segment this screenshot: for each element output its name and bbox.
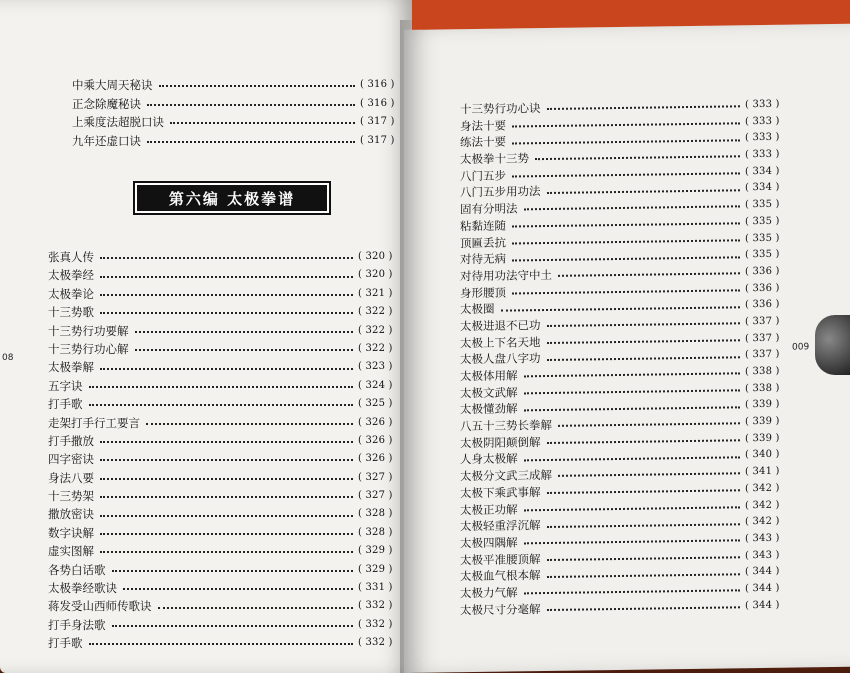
toc-leader-dots xyxy=(547,556,740,561)
toc-leader-dots xyxy=(524,389,740,394)
toc-leader-dots xyxy=(547,489,740,494)
toc-entry-page: ( 328 ) xyxy=(358,505,393,523)
toc-entry-page: ( 339 ) xyxy=(745,431,780,448)
toc-leader-dots xyxy=(524,590,740,595)
toc-leader-dots xyxy=(512,172,740,177)
toc-leader-dots xyxy=(100,294,353,296)
toc-leader-dots xyxy=(547,439,740,444)
toc-entry-title: 打手身法歌 xyxy=(48,617,106,632)
toc-entry-page: ( 337 ) xyxy=(745,330,780,347)
toc-entry-title: 人身太极解 xyxy=(460,451,518,467)
toc-leader-dots xyxy=(100,276,353,278)
toc-entry-title: 八五十三势长拳解 xyxy=(460,417,552,434)
toc-entry-page: ( 343 ) xyxy=(745,531,780,548)
toc-entry-title: 太极四隅解 xyxy=(460,535,518,551)
toc-entry-page: ( 335 ) xyxy=(745,197,780,214)
toc-entry-title: 四字密诀 xyxy=(48,452,94,467)
toc-entry-page: ( 326 ) xyxy=(358,432,393,450)
toc-entry-page: ( 341 ) xyxy=(745,464,780,481)
toc-entry-title: 太极平准腰顶解 xyxy=(460,551,541,567)
toc-entry-page: ( 331 ) xyxy=(358,579,393,597)
toc-entry-page: ( 332 ) xyxy=(358,597,393,615)
toc-entry-title: 太极阴阳颠倒解 xyxy=(460,434,541,450)
toc-entry-page: ( 322 ) xyxy=(358,340,393,358)
toc-leader-dots xyxy=(135,349,353,351)
toc-entry-title: 走架打手行工要言 xyxy=(48,415,140,430)
toc-leader-dots xyxy=(512,122,740,127)
toc-entry-page: ( 316 ) xyxy=(360,76,395,95)
toc-entry-title: 太极体用解 xyxy=(460,368,518,384)
page-edge-tab xyxy=(815,315,850,375)
toc-entry-page: ( 343 ) xyxy=(745,547,780,564)
toc-leader-dots xyxy=(135,331,353,333)
toc-entry-page: ( 327 ) xyxy=(358,469,393,487)
toc-leader-dots xyxy=(558,423,740,428)
toc-entry-page: ( 334 ) xyxy=(745,180,780,197)
toc-entry-page: ( 344 ) xyxy=(745,597,780,614)
toc-entry-title: 打手歌 xyxy=(48,636,83,651)
toc-entry-title: 太极拳经 xyxy=(48,268,94,283)
toc-entry-title: 打手撒放 xyxy=(48,433,94,448)
toc-entry-title: 各势白话歌 xyxy=(48,562,106,577)
toc-entry-title: 数字诀解 xyxy=(48,525,94,540)
toc-leader-dots xyxy=(547,356,740,361)
toc-entry-title: 太极进退不已功 xyxy=(460,318,541,334)
toc-entry-page: ( 337 ) xyxy=(745,347,780,364)
toc-leader-dots xyxy=(512,222,740,227)
toc-leader-dots xyxy=(100,441,353,443)
toc-entry-page: ( 333 ) xyxy=(745,113,780,130)
toc-entry-page: ( 320 ) xyxy=(358,266,393,284)
toc-leader-dots xyxy=(524,456,740,461)
toc-entry-page: ( 336 ) xyxy=(745,297,780,314)
toc-entry-title: 太极力气解 xyxy=(460,585,518,601)
toc-leader-dots xyxy=(524,540,740,545)
left-page xyxy=(0,0,412,673)
toc-leader-dots xyxy=(512,289,740,294)
toc-entry-page: ( 316 ) xyxy=(360,95,395,114)
toc-entry-page: ( 335 ) xyxy=(745,247,780,264)
toc-leader-dots xyxy=(89,643,353,645)
section-heading xyxy=(135,183,329,213)
toc-leader-dots xyxy=(147,141,355,143)
toc-leader-dots xyxy=(558,273,740,278)
toc-entry-title: 太极上下名天地 xyxy=(460,334,541,350)
toc-leader-dots xyxy=(158,607,353,609)
toc-leader-dots xyxy=(547,106,740,111)
toc-entry-page: ( 338 ) xyxy=(745,364,780,381)
toc-leader-dots xyxy=(100,478,353,480)
toc-entry-page: ( 328 ) xyxy=(358,524,393,542)
toc-leader-dots xyxy=(159,85,355,87)
toc-entry-title: 十三势行功要解 xyxy=(48,323,129,338)
toc-entry-page: ( 329 ) xyxy=(358,561,393,579)
toc-entry-title: 太极轻重浮沉解 xyxy=(460,518,541,534)
toc-leader-dots xyxy=(524,406,740,411)
toc-entry-title: 五字诀 xyxy=(48,378,83,393)
toc-entry-title: 太极正功解 xyxy=(460,501,518,517)
toc-leader-dots xyxy=(512,256,740,261)
toc-leader-dots xyxy=(547,606,740,611)
toc-entry-title: 太极血气根本解 xyxy=(460,568,541,584)
toc-leader-dots xyxy=(100,551,353,553)
toc-leader-dots xyxy=(524,506,740,511)
toc-leader-dots xyxy=(535,156,740,161)
toc-leader-dots xyxy=(123,588,353,590)
toc-entry-page: ( 344 ) xyxy=(745,581,780,598)
toc-entry-page: ( 336 ) xyxy=(745,264,780,281)
toc-leader-dots xyxy=(89,386,353,388)
toc-leader-dots xyxy=(524,206,740,211)
toc-entry-page: ( 342 ) xyxy=(745,481,780,498)
toc-entry-page: ( 326 ) xyxy=(358,414,393,432)
toc-entry-title: 太极圈 xyxy=(460,301,495,317)
toc-entry-page: ( 324 ) xyxy=(358,377,393,395)
toc-leader-dots xyxy=(547,323,740,328)
toc-entry-title: 身法八要 xyxy=(48,470,94,485)
toc-entry-page: ( 344 ) xyxy=(745,564,780,581)
toc-entry-title: 太极下乘武事解 xyxy=(460,484,541,501)
toc-entry-title: 顶匾丢抗 xyxy=(460,235,506,250)
toc-leader-dots xyxy=(100,312,353,314)
toc-entry-page: ( 335 ) xyxy=(745,214,780,231)
toc-entry-title: 太极懂劲解 xyxy=(460,401,518,417)
toc-leader-dots xyxy=(558,473,740,478)
toc-entry-title: 张真人传 xyxy=(48,250,94,264)
toc-entry-page: ( 332 ) xyxy=(358,634,393,652)
toc-entry-page: ( 342 ) xyxy=(745,497,780,514)
toc-leader-dots xyxy=(100,459,353,461)
right-page xyxy=(404,24,850,673)
toc-entry-page: ( 332 ) xyxy=(358,616,393,634)
toc-leader-dots xyxy=(512,239,740,244)
toc-leader-dots xyxy=(100,496,353,498)
toc-entry-page: ( 327 ) xyxy=(358,487,393,505)
toc-entry-title: 打手歌 xyxy=(48,397,83,412)
toc-leader-dots xyxy=(112,625,353,627)
toc-entry-title: 身形腰顶 xyxy=(460,285,506,300)
toc-entry-page: ( 338 ) xyxy=(745,380,780,397)
toc-entry-page: ( 339 ) xyxy=(745,414,780,431)
toc-leader-dots xyxy=(501,306,740,311)
toc-entry-title: 太极拳解 xyxy=(48,360,94,375)
toc-entry-page: ( 333 ) xyxy=(745,97,780,114)
toc-entry-title: 太极分文武三成解 xyxy=(460,468,552,484)
toc-leader-dots xyxy=(100,368,353,370)
toc-entry-page: ( 337 ) xyxy=(745,314,780,331)
toc-entry-page: ( 329 ) xyxy=(358,542,393,560)
toc-entry-title: 八门五步用功法 xyxy=(460,184,541,200)
toc-leader-dots xyxy=(547,573,740,578)
toc-entry-page: ( 340 ) xyxy=(745,447,780,464)
toc-entry-page: ( 334 ) xyxy=(745,164,780,181)
toc-entry-page: ( 323 ) xyxy=(358,358,393,376)
toc-leader-dots xyxy=(100,515,353,517)
toc-entry-title: 中乘大周天秘诀 xyxy=(72,78,153,92)
toc-entry-page: ( 320 ) xyxy=(358,248,393,266)
toc-leader-dots xyxy=(547,339,740,344)
toc-entry-title: 撒放密诀 xyxy=(48,507,94,522)
toc-entry-title: 八门五步 xyxy=(460,168,506,183)
toc-entry-title: 固有分明法 xyxy=(460,201,518,217)
toc-entry-page: ( 322 ) xyxy=(358,303,393,321)
toc-leader-dots xyxy=(512,139,740,144)
toc-entry-page: ( 317 ) xyxy=(360,132,395,151)
toc-entry-title: 对待用功法守中土 xyxy=(460,267,552,284)
left-page-number: 08 xyxy=(2,353,14,363)
toc-entry-title: 身法十要 xyxy=(460,118,506,133)
toc-entry-title: 虚实图解 xyxy=(48,544,94,559)
toc-entry-title: 太极拳经歌诀 xyxy=(48,581,117,596)
toc-entry-page: ( 336 ) xyxy=(745,280,780,297)
toc-entry-title: 太极文武解 xyxy=(460,385,518,400)
toc-leader-dots xyxy=(146,423,353,425)
toc-entry-page: ( 342 ) xyxy=(745,514,780,531)
toc-entry-page: ( 317 ) xyxy=(360,113,395,132)
toc-entry-page: ( 333 ) xyxy=(745,147,780,164)
toc-leader-dots xyxy=(100,533,353,535)
toc-entry-title: 十三势行功心诀 xyxy=(460,101,541,117)
toc-entry-title: 十三势歌 xyxy=(48,305,94,320)
toc-leader-dots xyxy=(89,404,353,406)
toc-entry-page: ( 322 ) xyxy=(358,322,393,340)
toc-entry-title: 蒋发受山西师传歌诀 xyxy=(48,599,152,614)
toc-entry-title: 练法十要 xyxy=(460,134,506,150)
toc-entry-title: 太极人盘八字功 xyxy=(460,351,541,367)
toc-entry-title: 正念除魔秘诀 xyxy=(72,96,141,111)
toc-leader-dots xyxy=(170,122,355,124)
toc-entry-page: ( 335 ) xyxy=(745,230,780,247)
toc-entry-title: 九年还虚口诀 xyxy=(72,133,141,148)
toc-entry-title: 对待无病 xyxy=(460,251,506,267)
toc-entry-title: 太极尺寸分毫解 xyxy=(460,601,541,617)
toc-entry-page: ( 339 ) xyxy=(745,397,780,414)
toc-leader-dots xyxy=(547,523,740,528)
toc-entry-title: 十三势行功心解 xyxy=(48,341,129,356)
toc-leader-dots xyxy=(547,189,740,194)
toc-entry-page: ( 321 ) xyxy=(358,285,393,303)
toc-leader-dots xyxy=(100,257,353,259)
toc-entry-page: ( 325 ) xyxy=(358,395,393,413)
toc-entry-title: 上乘度法超脱口诀 xyxy=(72,115,164,129)
toc-entry-page: ( 326 ) xyxy=(358,450,393,468)
toc-entry-title: 十三势架 xyxy=(48,489,94,504)
toc-entry-title: 粘黏连随 xyxy=(460,218,506,234)
toc-leader-dots xyxy=(147,104,355,106)
toc-leader-dots xyxy=(112,570,353,572)
toc-entry-page: ( 333 ) xyxy=(745,130,780,147)
toc-leader-dots xyxy=(524,373,740,378)
toc-entry-title: 太极拳论 xyxy=(48,286,94,301)
toc-entry-title: 太极拳十三势 xyxy=(460,151,529,167)
right-page-number: 009 xyxy=(792,342,810,353)
section-heading-text: 第六编 太极拳谱 xyxy=(168,189,296,208)
